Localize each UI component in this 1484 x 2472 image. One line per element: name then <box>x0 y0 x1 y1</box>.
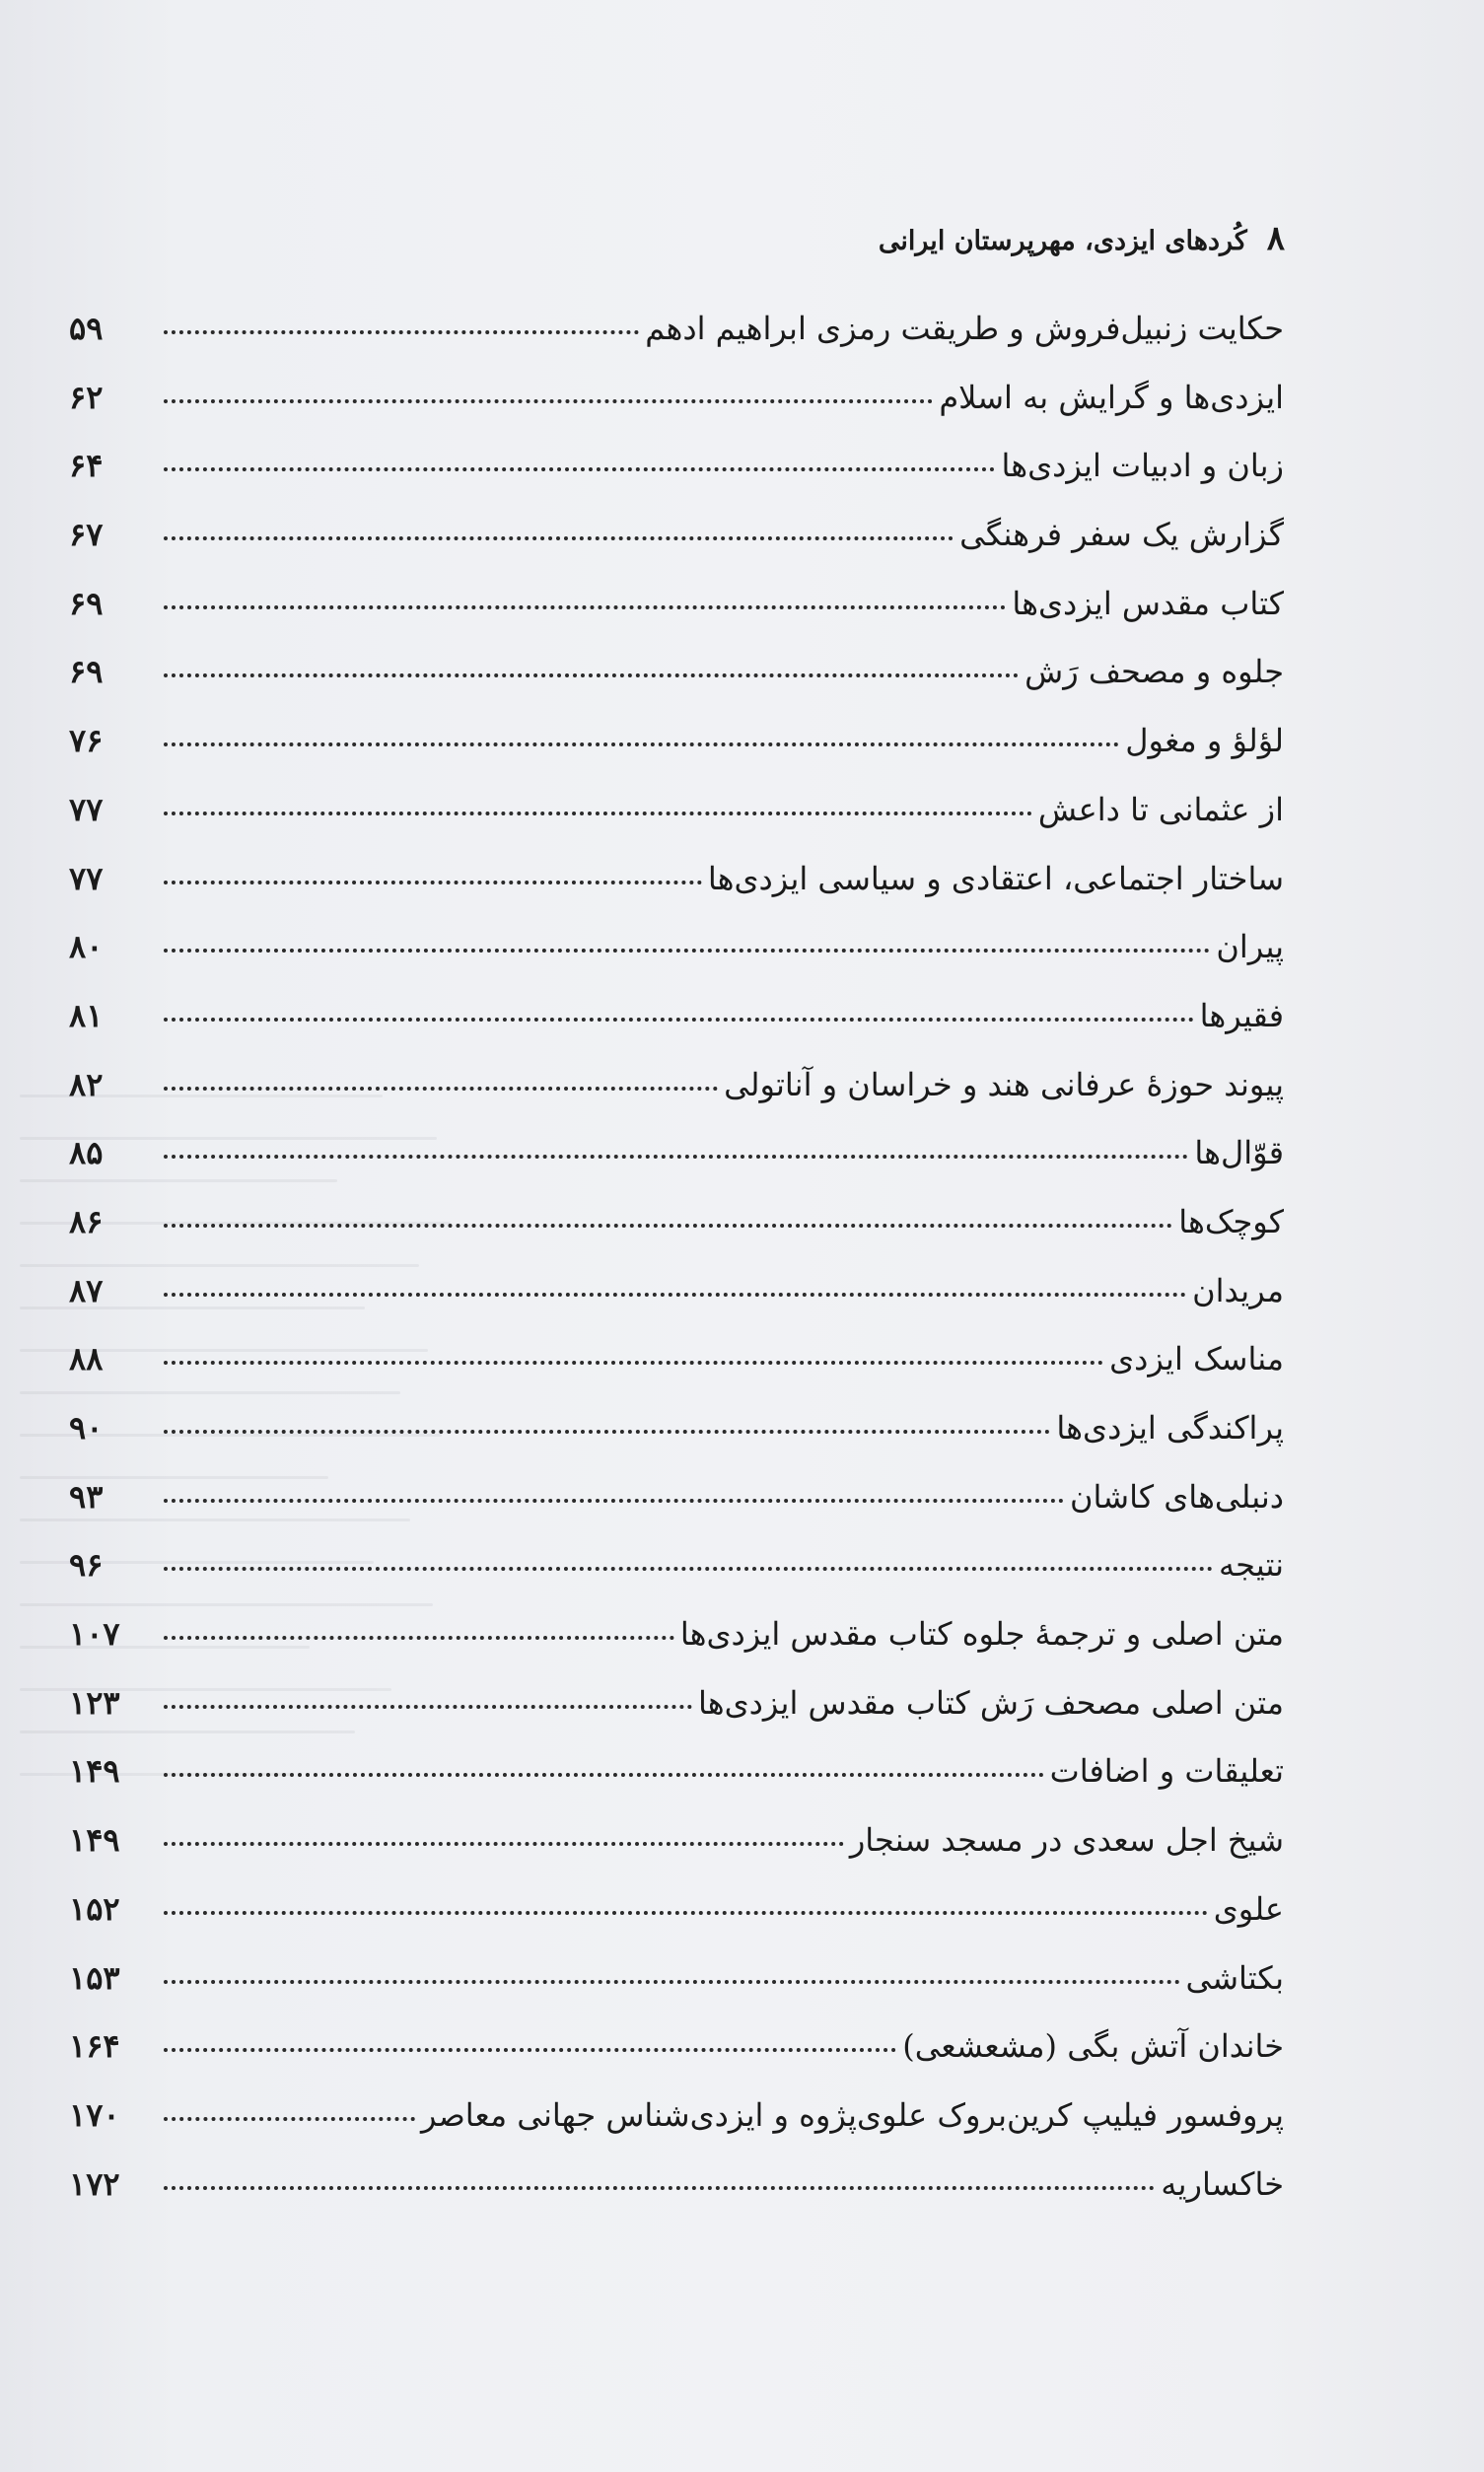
toc-entry <box>69 1409 1284 1478</box>
toc-entry-page-number: ۱۶۴ <box>69 2027 120 2066</box>
toc-entry <box>69 585 1284 654</box>
toc-entry <box>69 1066 1284 1135</box>
dot-leader <box>164 1636 674 1640</box>
toc-entry <box>69 447 1284 516</box>
toc-entry-title: قوّال‌ها <box>1194 1134 1284 1172</box>
toc-entry-page-number: ۱۷۲ <box>69 2164 120 2203</box>
toc-entry-title: دنبلی‌های کاشان <box>1070 1477 1284 1516</box>
toc-entry-title: پیران <box>1216 928 1284 966</box>
toc-entry-title: گزارش یک سفر فرهنگی <box>959 516 1284 554</box>
toc-entry <box>69 2027 1284 2096</box>
dot-leader <box>164 536 954 540</box>
toc-entry-title: پراکندگی ایزدی‌ها <box>1056 1409 1284 1447</box>
toc-entry-title: خاندان آتش بگی (مشعشعی) <box>902 2027 1284 2066</box>
toc-entry-title: جلوه و مصحف رَش <box>1025 653 1284 691</box>
dot-leader <box>164 1842 844 1846</box>
dot-leader <box>164 812 1032 815</box>
dot-leader <box>164 2186 1155 2190</box>
toc-entry-title: کتاب مقدس ایزدی‌ها <box>1012 584 1284 622</box>
toc-entry-page-number: ۸۸ <box>69 1340 104 1378</box>
dot-leader <box>164 881 702 884</box>
toc-entry <box>69 2096 1284 2165</box>
toc-entry-page-number: ۸۷ <box>69 1271 104 1309</box>
toc-entry <box>69 1340 1284 1409</box>
dot-leader <box>164 1980 1180 1984</box>
running-header <box>879 219 1285 258</box>
toc-entry-title: متن اصلی مصحف رَش کتاب مقدس ایزدی‌ها <box>697 1683 1284 1722</box>
toc-entry-title: از عثمانی تا داعش <box>1037 790 1284 828</box>
toc-entry <box>69 1752 1284 1821</box>
toc-entry <box>69 791 1284 860</box>
toc-entry-title: ساختار اجتماعی، اعتقادی و سیاسی ایزدی‌ها <box>707 859 1284 897</box>
toc-entry-title: تعلیقات و اضافات <box>1049 1752 1284 1791</box>
toc-entry <box>69 1203 1284 1272</box>
toc-entry <box>69 1478 1284 1547</box>
toc-entry <box>69 1615 1284 1684</box>
toc-entry-page-number: ۷۷ <box>69 790 104 828</box>
dot-leader <box>164 1087 718 1091</box>
dot-leader <box>164 1018 1194 1022</box>
dot-leader <box>164 2048 896 2052</box>
toc-entry <box>69 1890 1284 1959</box>
toc-entry-page-number: ۸۰ <box>69 928 104 966</box>
dot-leader <box>164 330 639 334</box>
toc-entry-title: بکتاشی <box>1185 1958 1284 1997</box>
toc-entry-page-number: ۸۵ <box>69 1134 104 1172</box>
dot-leader <box>164 1224 1172 1228</box>
header-title: کُردهای ایزدی، مهرپرستان ایرانی <box>878 226 1247 256</box>
toc-entry-title: متن اصلی و ترجمهٔ جلوه کتاب مقدس ایزدی‌ها <box>679 1615 1284 1654</box>
toc-entry-page-number: ۱۵۳ <box>69 1958 120 1997</box>
dot-leader <box>164 1911 1208 1915</box>
toc-entry-page-number: ۷۶ <box>69 722 104 760</box>
toc-entry-title: شیخ اجل سعدی در مسجد سنجار <box>849 1821 1284 1860</box>
dot-leader <box>164 1293 1186 1297</box>
toc-entry-title: ایزدی‌ها و گرایش به اسلام <box>939 378 1284 416</box>
toc-entry <box>69 1684 1284 1753</box>
toc-entry-title: کوچک‌ها <box>1178 1202 1284 1240</box>
dot-leader <box>164 1773 1044 1777</box>
toc-entry-page-number: ۸۶ <box>69 1202 104 1240</box>
toc-entry-title: مناسک ایزدی <box>1109 1340 1284 1378</box>
toc-entry-title: پروفسور فیلیپ کرین‌بروک علوی‌پژوه و ایزدی‌شناس جهانی معاصر <box>420 2095 1284 2134</box>
toc-entry-page-number: ۱۴۹ <box>69 1821 120 1860</box>
toc-entry-title: حکایت زنبیل‌فروش و طریقت رمزی ابراهیم ادهم <box>645 310 1284 347</box>
toc-entry <box>69 516 1284 585</box>
toc-entry-title: زبان و ادبیات ایزدی‌ها <box>1001 447 1284 485</box>
toc-entry <box>69 1959 1284 2028</box>
dot-leader <box>164 1361 1103 1365</box>
toc-entry-page-number: ۹۳ <box>69 1477 104 1516</box>
dot-leader <box>164 742 1119 746</box>
toc-entry-page-number: ۶۷ <box>69 516 104 554</box>
toc-entry <box>69 1821 1284 1890</box>
toc-entry <box>69 1272 1284 1341</box>
toc-entry-page-number: ۱۵۲ <box>69 1889 120 1928</box>
toc-entry <box>69 860 1284 929</box>
toc-entry-page-number: ۷۷ <box>69 859 104 897</box>
toc-entry-page-number: ۱۲۳ <box>69 1683 120 1722</box>
toc-entry-page-number: ۸۱ <box>69 996 104 1034</box>
toc-entry <box>69 722 1284 791</box>
toc-entry <box>69 2165 1284 2234</box>
dot-leader <box>164 673 1019 677</box>
toc-entry-page-number: ۶۴ <box>69 447 104 485</box>
dot-leader <box>164 2117 415 2121</box>
toc-entry-title: نتیجه <box>1218 1546 1284 1585</box>
toc-entry-title: مریدان <box>1192 1271 1284 1309</box>
dot-leader <box>164 467 995 471</box>
toc-entry-page-number: ۱۷۰ <box>69 2095 120 2134</box>
dot-leader <box>164 1567 1213 1571</box>
toc-entry-title: لؤلؤ و مغول <box>1125 722 1284 760</box>
toc-entry-page-number: ۶۹ <box>69 653 104 691</box>
toc-entry-title: خاکساریه <box>1161 2164 1284 2203</box>
toc-entry-title: پیوند حوزهٔ عرفانی هند و خراسان و آناتولی <box>724 1065 1284 1103</box>
toc-entry <box>69 1546 1284 1615</box>
toc-entry-title: فقیرها <box>1199 996 1284 1034</box>
toc-entry <box>69 928 1284 997</box>
toc-entry-page-number: ۹۰ <box>69 1409 104 1447</box>
toc-entry-page-number: ۱۰۷ <box>69 1615 120 1654</box>
table-of-contents <box>69 310 1284 2233</box>
toc-entry-page-number: ۶۹ <box>69 584 104 622</box>
toc-entry <box>69 653 1284 722</box>
toc-entry-page-number: ۱۴۹ <box>69 1752 120 1791</box>
dot-leader <box>164 399 933 403</box>
toc-entry-title: علوی <box>1213 1889 1284 1928</box>
toc-entry-page-number: ۵۹ <box>69 310 104 347</box>
toc-entry <box>69 997 1284 1066</box>
dot-leader <box>164 1499 1064 1503</box>
dot-leader <box>164 1430 1050 1434</box>
toc-entry-page-number: ۸۲ <box>69 1065 104 1103</box>
toc-entry <box>69 1134 1284 1203</box>
toc-entry <box>69 310 1284 379</box>
toc-entry-page-number: ۶۲ <box>69 378 104 416</box>
toc-entry-page-number: ۹۶ <box>69 1546 104 1585</box>
dot-leader <box>164 949 1210 953</box>
dot-leader <box>164 1155 1188 1159</box>
dot-leader <box>164 605 1006 609</box>
header-page-number: ۸ <box>1266 219 1285 258</box>
dot-leader <box>164 1705 692 1709</box>
toc-entry <box>69 379 1284 448</box>
